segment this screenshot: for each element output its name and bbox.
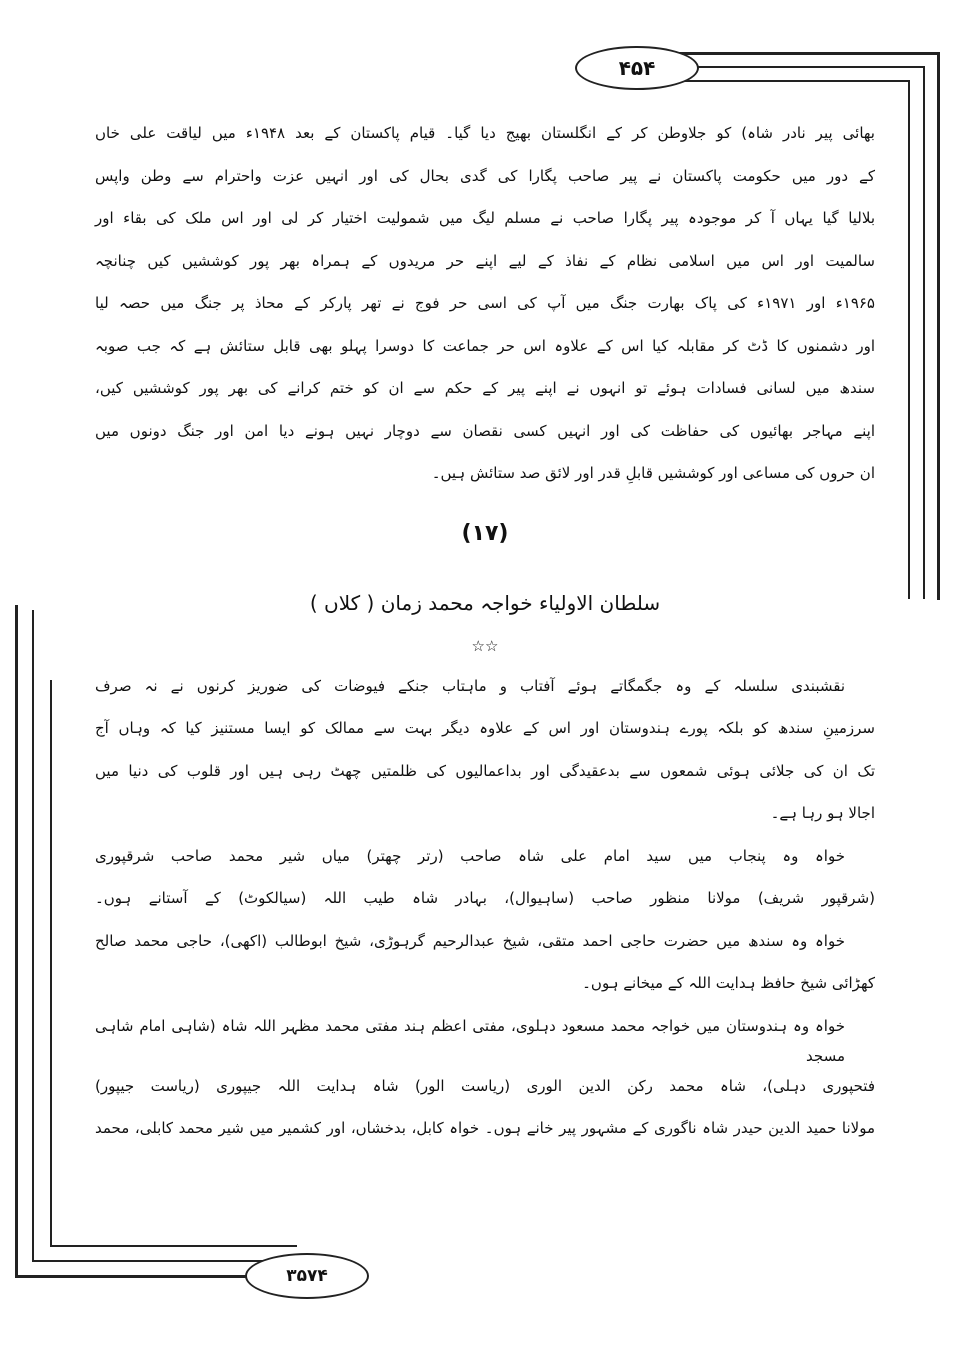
paragraph-5: [95, 1011, 875, 1156]
text-line: تک ان کی جلائی ہوئی شمعوں سے بدعقیدگی اور بداعمالیوں کی ظلمتیں چھٹ رہی ہیں اور قلوب کی دنیا میں: [95, 761, 875, 780]
text-line: مولانا حمید الدین حیدر شاہ ناگوری کے مشہور پیر خانے ہوں۔ خواہ کابل، بدخشاں، اور کشمیر میں شیر محمد کابلی، محمد: [95, 1119, 875, 1137]
text-line: اجالا ہو رہا ہے۔: [770, 804, 875, 822]
text-line: بلالیا گیا یہاں آ کر موجودہ پیر پگارا صاحب نے مسلم لیگ میں شمولیت اختیار کر لی اور اس ملک کی بقاء اور: [95, 209, 875, 227]
paragraph-3: [95, 841, 875, 926]
text-line: (شرقپور شریف) مولانا منظور صاحب (ساہیوال)، بہادر شاہ طیب اللہ (سیالکوٹ) کے آستانے ہوں۔: [95, 889, 875, 907]
text-line: اپنے مہاجر بھائیوں کی حفاظت کی اور انہیں کسی نقصان سے دوچار نہیں ہونے دیا امن اور جنگ دونوں میں: [95, 421, 875, 440]
paragraph-1: [95, 118, 875, 501]
text-line: خواہ وہ پنجاب میں سید امام علی شاہ صاحب (رتر چھتر) میاں شیر محمد صاحب شرقپوری: [95, 846, 845, 865]
paragraph-2: [95, 671, 875, 841]
text-line: اور دشمنوں کا ڈٹ کر مقابلہ کیا اس کے علاوہ اس حر جماعت کا دوسرا پہلو بھی قابل ستائش ہے کہ جب صوبہ: [95, 336, 875, 355]
section-number: (۱۷): [461, 520, 509, 546]
text-line: بھائی پیر نادر شاہ) کو جلاوطن کر کے انگلستان بھیج دیا گیا۔ قیام پاکستان کے بعد ۱۹۴۸ء میں لیاقت علی خاں: [95, 124, 875, 142]
text-line: نقشبندی سلسلہ کے وہ جگمگاتے ہوئے آفتاب و ماہتاب جنکے فیوضات کی ضوریز کرنوں نے نہ صرف: [95, 676, 845, 695]
paragraph-4: [95, 926, 875, 1011]
text-line: ۱۹۶۵ء اور ۱۹۷۱ء کی پاک بھارت جنگ میں آپ کی اسی حر فوج نے تھر پارکر کے محاذ پر جنگ میں حصہ لیا: [95, 294, 875, 312]
section-title: سلطان الاولیاء خواجہ محمد زمان ( کلاں ): [309, 590, 661, 615]
text-line: فتحپوری دہلی)، شاہ محمد رکن الدین الوری (ریاست الور) شاہ ہدایت اللہ جیپوری (ریاست جیپور): [95, 1076, 875, 1095]
page-number-top: ۴۵۴: [575, 46, 699, 90]
text-line: خواہ وہ ہندوستان میں خواجہ محمد مسعود دہلوی، مفتی اعظم ہند مفتی محمد مظہر اللہ شاہ (شاہی امام شاہی مسجد: [95, 1016, 845, 1065]
text-line: سندھ میں لسانی فسادات ہوئے تو انہوں نے اپنے پیر کے حکم سے ان کو ختم کرانے کی بھر پور کوششیں کیں،: [95, 379, 875, 397]
text-column: [95, 118, 875, 1156]
decorative-stars: ☆☆: [471, 636, 499, 655]
text-line: کے دور میں حکومت پاکستان نے پیر صاحب پگارا کی گدی بحال کی اور انہیں عزت واحترام سے وطن واپس: [95, 166, 875, 185]
text-line: سرزمینِ سندھ کو بلکہ پورے ہندوستان اور اس کے علاوہ دیگر بہت سے ممالک کو ایسا مستنیز کیا کہ وہاں آج: [95, 719, 875, 737]
text-line: کھڑائی شیخ حافظ ہدایت اللہ کے میخانے ہوں۔: [582, 974, 875, 992]
page-number-bottom: ۳۵۷۴: [245, 1253, 369, 1299]
text-line: خواہ وہ سندھ میں حضرت حاجی احمد متقی، شیخ عبدالرحیم گرہوڑی، شیخ ابوطالب (اکھی)، حاجی محمد صالح: [95, 931, 845, 950]
text-line: ان حروں کی مساعی اور کوششیں قابلِ قدر اور لائق صد ستائش ہیں۔: [431, 464, 875, 482]
text-line: سالمیت اور اس میں اسلامی نظام کے نفاذ کے لیے اپنے حر مریدوں کے ہمراہ بھر پور کوششیں کیں چنانچہ: [95, 251, 875, 270]
